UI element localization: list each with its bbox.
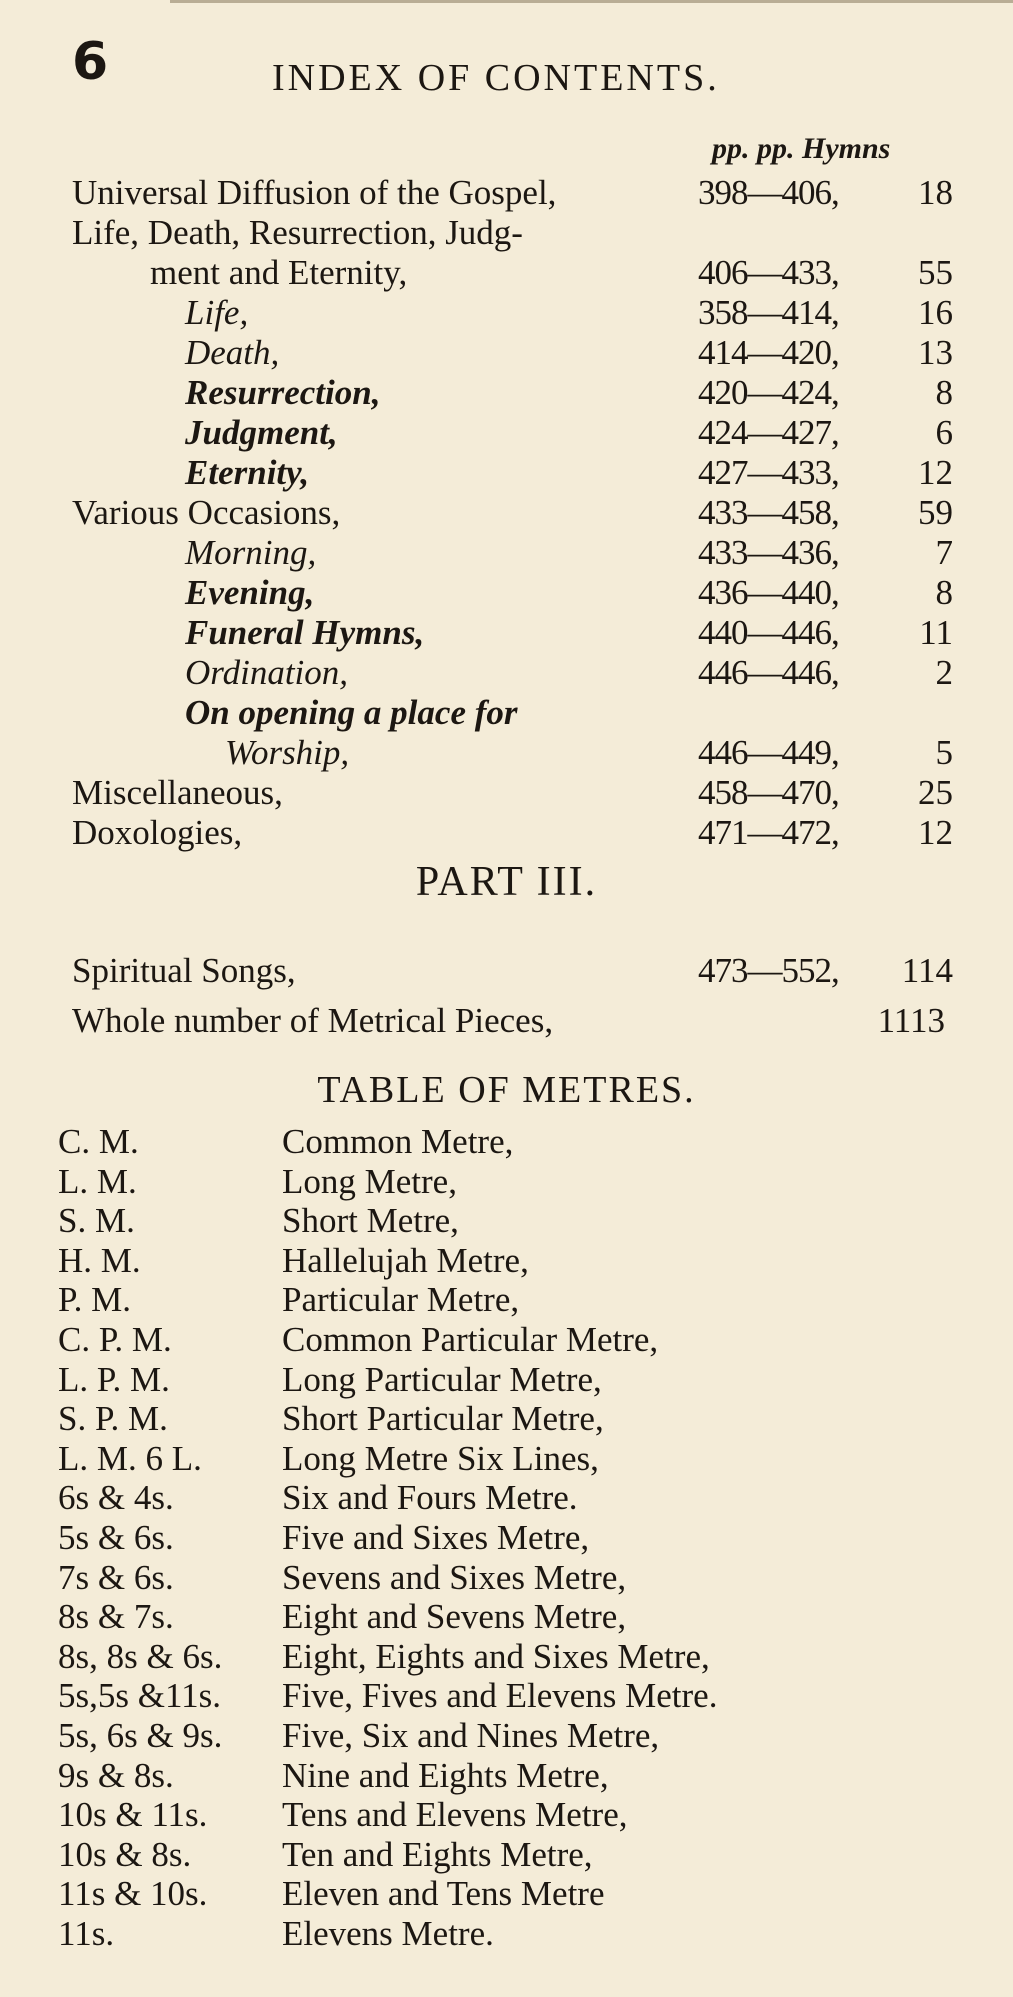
row-label: Funeral Hymns, (185, 613, 425, 652)
metre-name: Long Particular Metre, (282, 1360, 602, 1399)
row-label: Judgment, (185, 413, 338, 452)
metre-abbreviation: 11s. (58, 1914, 115, 1953)
row-count: 2 (935, 653, 953, 692)
contents-row (0, 332, 1013, 374)
metre-abbreviation: C. P. M. (58, 1320, 172, 1359)
metre-row (0, 1676, 1013, 1716)
metre-row (0, 1162, 1013, 1202)
contents-row (0, 612, 1013, 654)
metre-name: Long Metre Six Lines, (282, 1439, 599, 1478)
metre-abbreviation: 10s & 8s. (58, 1835, 192, 1874)
contents-row (0, 452, 1013, 494)
row-label: Death, (185, 333, 280, 372)
row-count: 8 (935, 373, 953, 412)
row-label: Eternity, (185, 453, 310, 492)
metre-abbreviation: S. P. M. (58, 1399, 168, 1438)
metre-row (0, 1478, 1013, 1518)
contents-row (0, 732, 1013, 774)
row-count: 12 (918, 813, 953, 852)
row-label: Resurrection, (185, 373, 381, 412)
contents-row (0, 212, 1013, 254)
row-pages: 358—414, (698, 293, 839, 332)
contents-row (0, 692, 1013, 734)
metre-row (0, 1518, 1013, 1558)
row-count: 7 (935, 533, 953, 572)
row-count: 114 (901, 951, 953, 990)
metre-row (0, 1716, 1013, 1756)
row-count: 16 (918, 293, 953, 332)
metre-name: Eight and Sevens Metre, (282, 1597, 627, 1636)
metre-abbreviation: P. M. (58, 1280, 131, 1319)
metre-abbreviation: 8s & 7s. (58, 1597, 174, 1636)
row-pages: 433—458, (698, 493, 839, 532)
row-pages: 473—552, (698, 951, 839, 990)
metre-row (0, 1201, 1013, 1241)
spiritual-songs-row (0, 950, 1013, 992)
contents-row (0, 812, 1013, 854)
row-pages: 406—433, (698, 253, 839, 292)
row-pages: 420—424, (698, 373, 839, 412)
metre-name: Short Metre, (282, 1201, 459, 1240)
metre-abbreviation: 5s & 6s. (58, 1518, 174, 1557)
metre-abbreviation: C. M. (58, 1122, 139, 1161)
metre-abbreviation: 5s,5s &11s. (58, 1676, 222, 1715)
metre-row (0, 1439, 1013, 1479)
row-label: Doxologies, (72, 813, 243, 852)
row-pages: 433—436, (698, 533, 839, 572)
row-count: 12 (918, 453, 953, 492)
column-heading: pp. pp. Hymns (712, 132, 891, 165)
row-pages: 458—470, (698, 773, 839, 812)
metre-abbreviation: 9s & 8s. (58, 1756, 174, 1795)
metre-row (0, 1795, 1013, 1835)
metre-abbreviation: S. M. (58, 1201, 135, 1240)
contents-row (0, 372, 1013, 414)
metre-row (0, 1360, 1013, 1400)
metre-name: Particular Metre, (282, 1280, 520, 1319)
row-count: 11 (919, 613, 953, 652)
metre-row (0, 1320, 1013, 1360)
contents-row (0, 292, 1013, 334)
metre-name: Five and Sixes Metre, (282, 1518, 590, 1557)
part-heading: PART III. (415, 859, 598, 905)
metre-abbreviation: H. M. (58, 1241, 141, 1280)
total-label: Whole number of Metrical Pieces, (72, 1001, 554, 1040)
row-label: Ordination, (185, 653, 349, 692)
row-label: Life, (185, 293, 249, 332)
row-label: Various Occasions, (72, 493, 341, 532)
metre-name: Ten and Eights Metre, (282, 1835, 593, 1874)
metre-abbreviation: 6s & 4s. (58, 1478, 174, 1517)
metre-name: Common Metre, (282, 1122, 514, 1161)
row-label: Life, Death, Resurrection, Judg- (72, 213, 523, 252)
metre-row (0, 1874, 1013, 1914)
metre-abbreviation: 10s & 11s. (58, 1795, 208, 1834)
metre-row (0, 1914, 1013, 1954)
row-pages: 440—446, (698, 613, 839, 652)
metre-name: Eleven and Tens Metre (282, 1874, 605, 1913)
metre-abbreviation: 8s, 8s & 6s. (58, 1637, 223, 1676)
total-row (0, 1000, 1013, 1042)
contents-row (0, 772, 1013, 814)
metre-abbreviation: L. M. 6 L. (58, 1439, 202, 1478)
metre-row (0, 1399, 1013, 1439)
contents-row (0, 532, 1013, 574)
contents-row (0, 412, 1013, 454)
metre-row (0, 1558, 1013, 1598)
metre-name: Long Metre, (282, 1162, 457, 1201)
contents-row (0, 572, 1013, 614)
page-number: 6 (72, 32, 109, 92)
metre-row (0, 1756, 1013, 1796)
row-count: 18 (918, 173, 953, 212)
metre-abbreviation: 11s & 10s. (58, 1874, 208, 1913)
contents-row (0, 172, 1013, 214)
row-pages: 427—433, (698, 453, 839, 492)
metre-row (0, 1637, 1013, 1677)
row-label: ment and Eternity, (150, 253, 408, 292)
metre-table-title: TABLE OF METRES. (317, 1069, 696, 1111)
metre-name: Six and Fours Metre. (282, 1478, 578, 1517)
row-count: 13 (918, 333, 953, 372)
row-label: Evening, (185, 573, 315, 612)
page-top-edge (170, 0, 1013, 3)
metre-name: Common Particular Metre, (282, 1320, 659, 1359)
row-label: Morning, (185, 533, 317, 572)
metre-name: Five, Fives and Elevens Metre. (282, 1676, 718, 1715)
metre-abbreviation: 5s, 6s & 9s. (58, 1716, 223, 1755)
row-pages: 446—449, (698, 733, 839, 772)
metre-row (0, 1122, 1013, 1162)
row-count: 59 (918, 493, 953, 532)
row-label: On opening a place for (185, 693, 518, 732)
contents-row (0, 492, 1013, 534)
running-title: INDEX OF CONTENTS. (272, 57, 720, 99)
row-label: Spiritual Songs, (72, 951, 296, 990)
metre-name: Nine and Eights Metre, (282, 1756, 609, 1795)
contents-row (0, 252, 1013, 294)
metre-name: Hallelujah Metre, (282, 1241, 529, 1280)
metre-name: Five, Six and Nines Metre, (282, 1716, 660, 1755)
metre-row (0, 1835, 1013, 1875)
metre-name: Eight, Eights and Sixes Metre, (282, 1637, 710, 1676)
metre-row (0, 1597, 1013, 1637)
metre-abbreviation: L. M. (58, 1162, 137, 1201)
row-label: Miscellaneous, (72, 773, 283, 812)
row-pages: 446—446, (698, 653, 839, 692)
row-count: 55 (918, 253, 953, 292)
row-pages: 436—440, (698, 573, 839, 612)
metre-name: Short Particular Metre, (282, 1399, 604, 1438)
row-pages: 424—427, (698, 413, 839, 452)
metre-row (0, 1241, 1013, 1281)
metre-row (0, 1280, 1013, 1320)
row-label: Worship, (225, 733, 350, 772)
row-count: 6 (935, 413, 953, 452)
metre-name: Elevens Metre. (282, 1914, 494, 1953)
row-count: 8 (935, 573, 953, 612)
total-count: 1113 (877, 1001, 945, 1040)
contents-row (0, 652, 1013, 694)
row-pages: 398—406, (698, 173, 839, 212)
metre-abbreviation: 7s & 6s. (58, 1558, 174, 1597)
metre-name: Tens and Elevens Metre, (282, 1795, 628, 1834)
row-count: 25 (918, 773, 953, 812)
metre-abbreviation: L. P. M. (58, 1360, 170, 1399)
row-label: Universal Diffusion of the Gospel, (72, 173, 557, 212)
row-count: 5 (935, 733, 953, 772)
metre-name: Sevens and Sixes Metre, (282, 1558, 627, 1597)
row-pages: 414—420, (698, 333, 839, 372)
row-pages: 471—472, (698, 813, 839, 852)
